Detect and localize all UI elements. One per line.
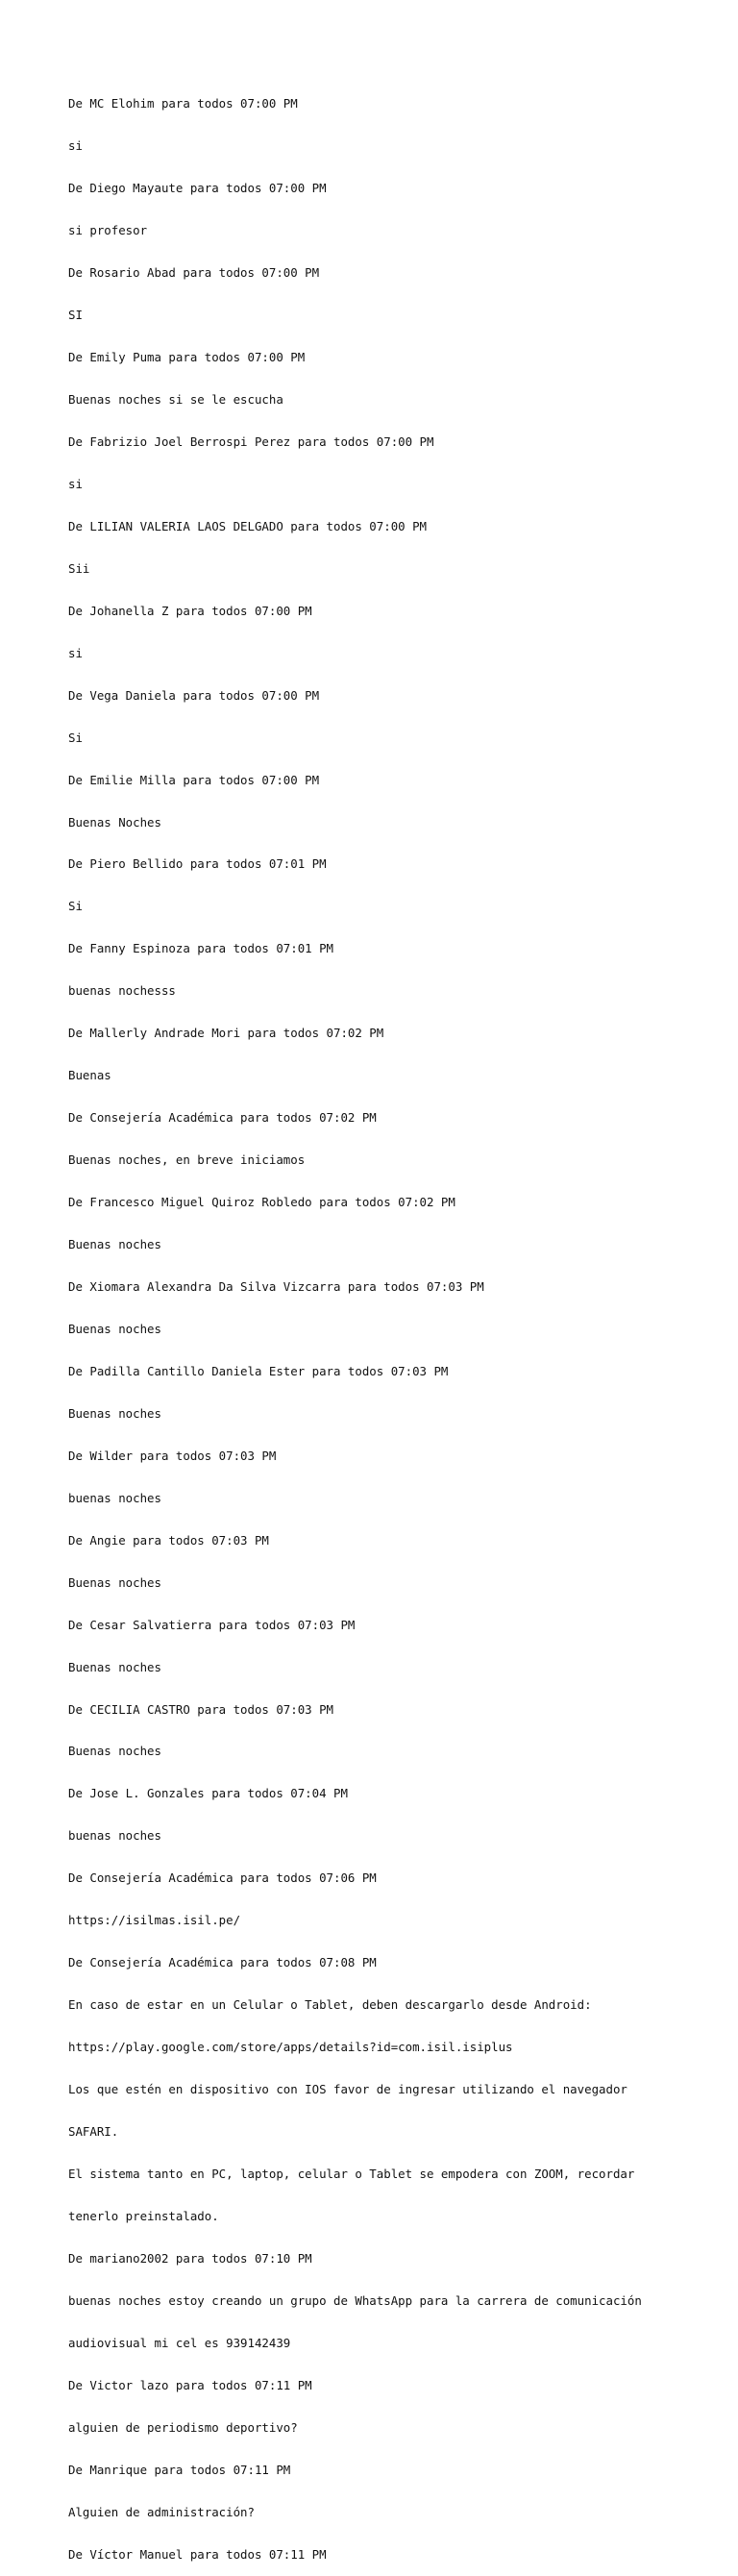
message-text: buenas noches: [68, 1490, 161, 1505]
message-text: Buenas noches: [68, 1237, 161, 1252]
message-link[interactable]: https://isilmas.isil.pe/: [68, 1913, 241, 1928]
message-header: De Xiomara Alexandra Da Silva Vizcarra para todos 07:03 PM: [68, 1279, 484, 1294]
message-text: alguien de periodismo deportivo?: [68, 2419, 298, 2435]
message-text: Buenas noches si se le escucha: [68, 391, 283, 407]
message-link[interactable]: https://play.google.com/store/apps/details?id=com.isil.isiplus: [68, 2040, 513, 2055]
message-header: De Padilla Cantillo Daniela Ester para todos 07:03 PM: [68, 1363, 449, 1378]
message-text: Buenas noches, en breve iniciamos: [68, 1152, 306, 1168]
message-text: El sistema tanto en PC, laptop, celular o Tablet se empodera con ZOOM, recordar: [68, 2167, 635, 2182]
message-header: De CECILIA CASTRO para todos 07:03 PM: [68, 1701, 334, 1717]
message-text: si: [68, 645, 83, 660]
chat-transcript: [68, 69, 722, 2576]
message-header: De Johanella Z para todos 07:00 PM: [68, 603, 312, 618]
message-header: De Angie para todos 07:03 PM: [68, 1532, 269, 1548]
message-header: De Manrique para todos 07:11 PM: [68, 2462, 291, 2477]
message-header: De Victor lazo para todos 07:11 PM: [68, 2377, 312, 2392]
message-header: De Fanny Espinoza para todos 07:01 PM: [68, 941, 334, 956]
message-text: SAFARI.: [68, 2124, 119, 2140]
message-text: tenerlo preinstalado.: [68, 2208, 219, 2223]
message-text: Buenas noches: [68, 1321, 161, 1336]
message-header: De Vega Daniela para todos 07:00 PM: [68, 687, 320, 703]
message-text: si profesor: [68, 223, 148, 238]
message-text: Buenas: [68, 1068, 111, 1083]
message-header: De Víctor Manuel para todos 07:11 PM: [68, 2546, 327, 2562]
message-text: Buenas noches: [68, 1574, 161, 1590]
message-text: Los que estén en dispositivo con IOS favor de ingresar utilizando el navegador: [68, 2082, 627, 2097]
message-header: De Cesar Salvatierra para todos 07:03 PM: [68, 1617, 356, 1632]
message-text: buenas noches: [68, 1828, 161, 1844]
message-header: De Diego Mayaute para todos 07:00 PM: [68, 181, 327, 196]
message-header: De Mallerly Andrade Mori para todos 07:02 PM: [68, 1026, 384, 1041]
message-text: SI: [68, 308, 83, 323]
message-header: De Consejería Académica para todos 07:08 PM: [68, 1955, 377, 1970]
message-header: De Emilie Milla para todos 07:00 PM: [68, 772, 320, 787]
message-text: En caso de estar en un Celular o Tablet, deben descargarlo desde Android:: [68, 1997, 592, 2013]
message-text: Buenas Noches: [68, 814, 161, 830]
message-header: De MC Elohim para todos 07:00 PM: [68, 96, 298, 111]
message-text: audiovisual mi cel es 939142439: [68, 2335, 291, 2350]
message-text: si: [68, 138, 83, 154]
message-text: si: [68, 476, 83, 491]
message-text: Alguien de administración?: [68, 2504, 255, 2519]
message-header: De Consejería Académica para todos 07:06 PM: [68, 1870, 377, 1886]
message-header: De Emily Puma para todos 07:00 PM: [68, 350, 306, 365]
message-text: buenas noches estoy creando un grupo de WhatsApp para la carrera de comunicación: [68, 2292, 642, 2308]
message-text: buenas nochesss: [68, 983, 176, 999]
message-header: De mariano2002 para todos 07:10 PM: [68, 2250, 312, 2266]
message-header: De Fabrizio Joel Berrospi Perez para todos 07:00 PM: [68, 433, 434, 449]
message-text: Si: [68, 730, 83, 745]
message-text: Buenas noches: [68, 1405, 161, 1421]
message-text: Si: [68, 899, 83, 914]
message-text: Sii: [68, 560, 90, 576]
message-header: De Consejería Académica para todos 07:02 PM: [68, 1110, 377, 1126]
message-header: De LILIAN VALERIA LAOS DELGADO para todos 07:00 PM: [68, 518, 427, 533]
message-text: Buenas noches: [68, 1659, 161, 1674]
message-header: De Piero Bellido para todos 07:01 PM: [68, 856, 327, 872]
message-text: Buenas noches: [68, 1744, 161, 1759]
message-header: De Wilder para todos 07:03 PM: [68, 1448, 277, 1463]
message-header: De Rosario Abad para todos 07:00 PM: [68, 265, 320, 281]
message-header: De Jose L. Gonzales para todos 07:04 PM: [68, 1786, 348, 1801]
message-header: De Francesco Miguel Quiroz Robledo para todos 07:02 PM: [68, 1195, 455, 1210]
